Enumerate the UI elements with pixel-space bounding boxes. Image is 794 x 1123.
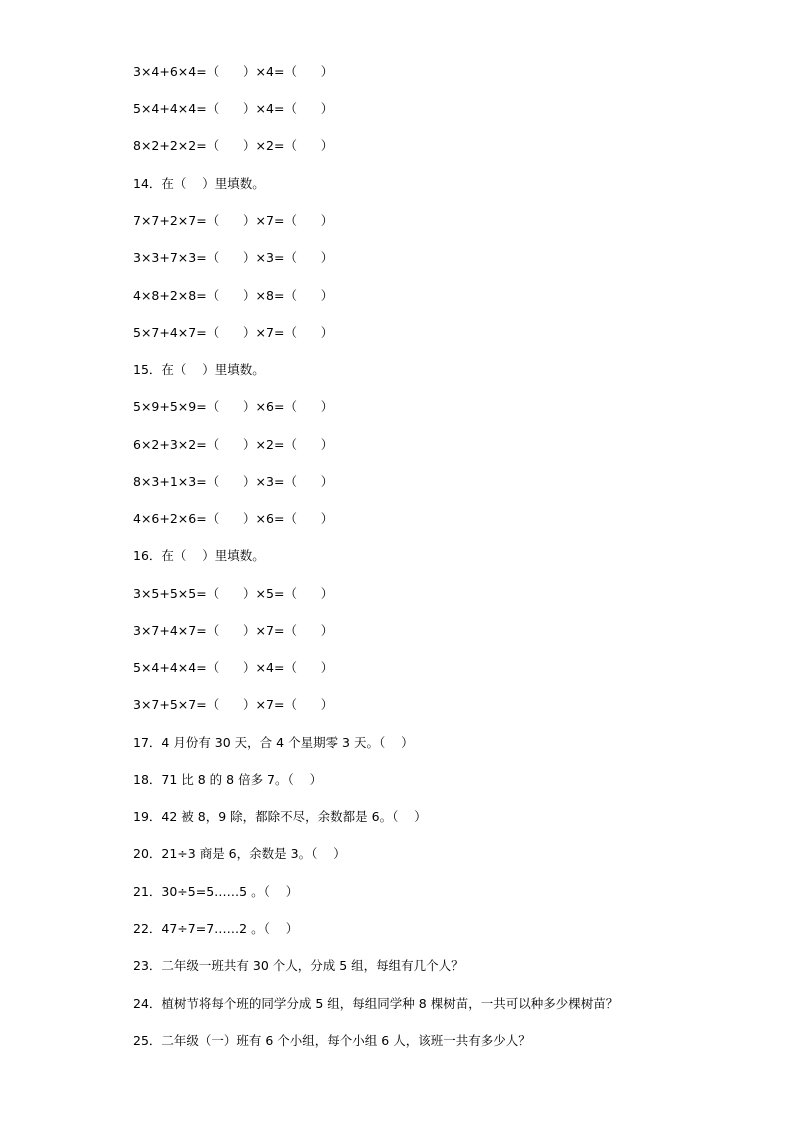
true-false-question: 21．30÷5=5……5 。（ ）	[133, 884, 299, 899]
equation-line: 3×7+4×7=（ ）×7=（ ）	[133, 623, 334, 638]
equation-line: 4×6+2×6=（ ）×6=（ ）	[133, 511, 334, 526]
equation-line: 5×7+4×7=（ ）×7=（ ）	[133, 325, 334, 340]
equation-line: 4×8+2×8=（ ）×8=（ ）	[133, 288, 334, 303]
true-false-question: 17．4 月份有 30 天，合 4 个星期零 3 天。（ ）	[133, 735, 414, 750]
true-false-question: 20．21÷3 商是 6，余数是 3。（ ）	[133, 846, 346, 861]
question-heading: 15．在（ ）里填数。	[133, 362, 265, 377]
equation-line: 3×7+5×7=（ ）×7=（ ）	[133, 697, 334, 712]
equation-line: 5×4+4×4=（ ）×4=（ ）	[133, 101, 334, 116]
equation-line: 3×4+6×4=（ ）×4=（ ）	[133, 64, 334, 79]
equation-line: 3×5+5×5=（ ）×5=（ ）	[133, 586, 334, 601]
word-problem: 25．二年级（一）班有 6 个小组，每个小组 6 人，该班一共有多少人？	[133, 1033, 531, 1048]
word-problem: 23．二年级一班共有 30 个人，分成 5 组，每组有几个人？	[133, 958, 464, 973]
equation-line: 8×2+2×2=（ ）×2=（ ）	[133, 138, 334, 153]
equation-line: 7×7+2×7=（ ）×7=（ ）	[133, 213, 334, 228]
true-false-question: 18．71 比 8 的 8 倍多 7。（ ）	[133, 772, 323, 787]
equation-line: 5×4+4×4=（ ）×4=（ ）	[133, 660, 334, 675]
true-false-question: 19．42 被 8，9 除，都除不尽，余数都是 6。（ ）	[133, 809, 427, 824]
equation-line: 8×3+1×3=（ ）×3=（ ）	[133, 474, 334, 489]
equation-line: 6×2+3×2=（ ）×2=（ ）	[133, 437, 334, 452]
equation-line: 3×3+7×3=（ ）×3=（ ）	[133, 250, 334, 265]
question-heading: 14．在（ ）里填数。	[133, 176, 265, 191]
equation-line: 5×9+5×9=（ ）×6=（ ）	[133, 399, 334, 414]
question-heading: 16．在（ ）里填数。	[133, 548, 265, 563]
word-problem: 24．植树节将每个班的同学分成 5 组，每组同学种 8 棵树苗，一共可以种多少棵树苗？	[133, 996, 619, 1011]
true-false-question: 22．47÷7=7……2 。（ ）	[133, 921, 299, 936]
